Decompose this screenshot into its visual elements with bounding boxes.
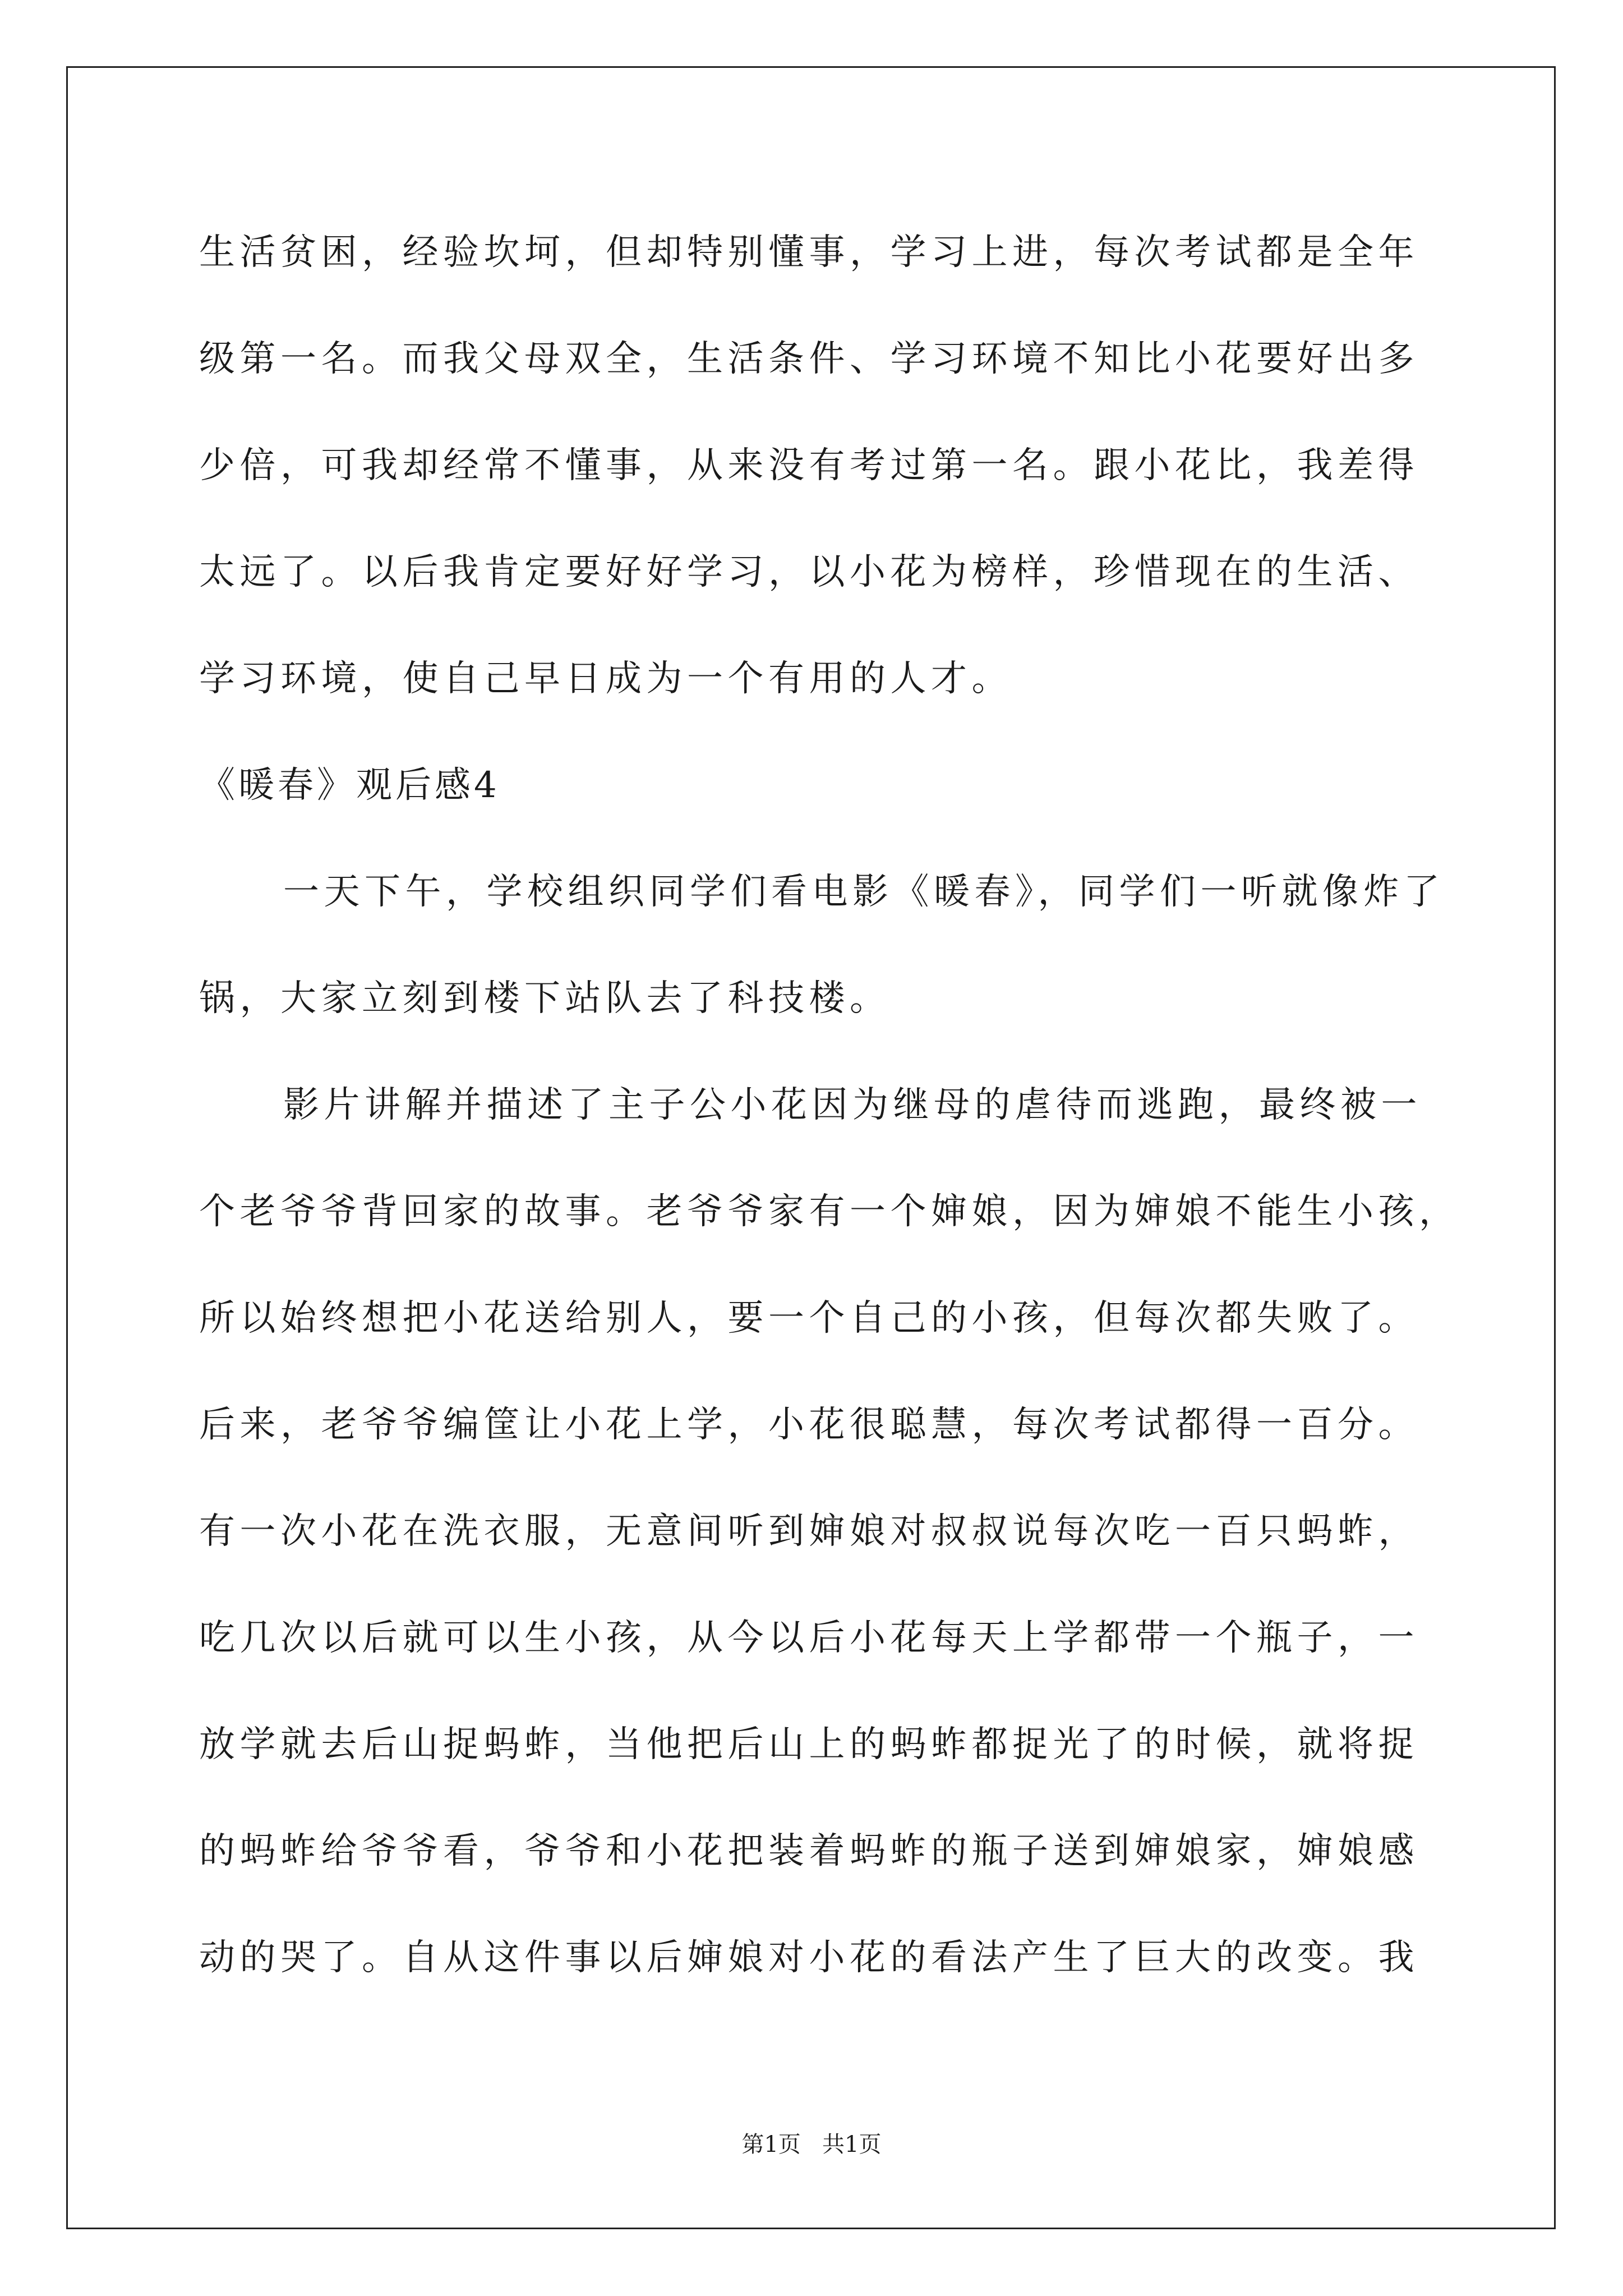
- text-line: 生活贫困，经验坎坷，但却特别懂事，学习上进，每次考试都是全年: [199, 232, 1419, 273]
- text-line: 太远了。以后我肯定要好好学习，以小花为榜样，珍惜现在的生活、: [199, 551, 1419, 593]
- text-line: 少倍，可我却经常不懂事，从来没有考过第一名。跟小花比，我差得: [199, 445, 1419, 486]
- text-line: 锅，大家立刻到楼下站队去了科技楼。: [199, 978, 891, 1019]
- text-line: 一天下午，学校组织同学们看电影《暖春》，同学们一听就像炸了: [283, 871, 1445, 913]
- text-line: 个老爷爷背回家的故事。老爷爷家有一个婶娘，因为婶娘不能生小孩，: [199, 1191, 1460, 1232]
- page-footer: 第1页 共1页: [741, 2132, 882, 2157]
- text-line: 放学就去后山捉蚂蚱，当他把后山上的蚂蚱都捉光了的时候，就将捉: [199, 1724, 1419, 1765]
- text-line: 有一次小花在洗衣服，无意间听到婶娘对叔叔说每次吃一百只蚂蚱，: [199, 1511, 1419, 1552]
- document-body: [199, 222, 1460, 2033]
- text-line: 动的哭了。自从这件事以后婶娘对小花的看法产生了巨大的改变。我: [199, 1937, 1419, 1978]
- text-line: 所以始终想把小花送给别人，要一个自己的小孩，但每次都失败了。: [199, 1297, 1419, 1339]
- text-line: 影片讲解并描述了主子公小花因为继母的虐待而逃跑，最终被一: [283, 1084, 1422, 1126]
- text-line: 吃几次以后就可以生小孩，从今以后小花每天上学都带一个瓶子，一: [199, 1617, 1419, 1659]
- text-line: 级第一名。而我父母双全，生活条件、学习环境不知比小花要好出多: [199, 338, 1419, 380]
- text-line: 学习环境，使自己早日成为一个有用的人才。: [199, 658, 1012, 700]
- text-line: 后来，老爷爷编筐让小花上学，小花很聪慧，每次考试都得一百分。: [199, 1404, 1419, 1446]
- section-heading: 《暖春》观后感4: [199, 765, 500, 806]
- text-line: 的蚂蚱给爷爷看，爷爷和小花把装着蚂蚱的瓶子送到婶娘家，婶娘感: [199, 1830, 1419, 1872]
